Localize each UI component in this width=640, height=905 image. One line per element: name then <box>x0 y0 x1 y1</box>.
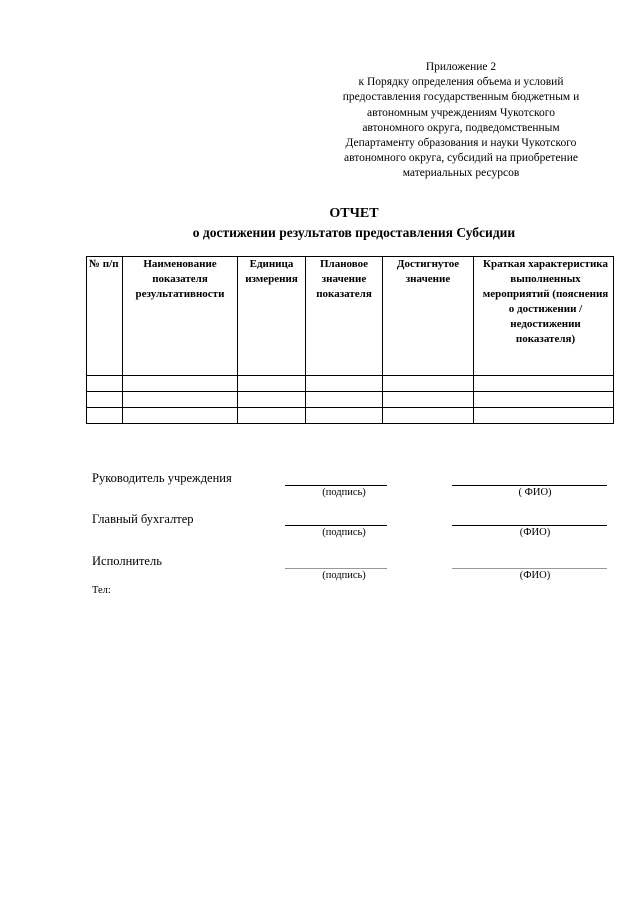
appendix-line: Департаменту образования и науки Чукотского <box>345 137 577 150</box>
signature-line <box>285 485 387 486</box>
table-row <box>87 376 614 392</box>
header-planned-value: Плановое значение показателя <box>306 257 383 376</box>
header-indicator-name: Наименование показателя результативности <box>123 257 238 376</box>
table-cell <box>123 392 238 408</box>
table-cell <box>123 376 238 392</box>
name-caption: (ФИО) <box>519 527 551 538</box>
table-cell <box>87 408 123 424</box>
table-row <box>87 408 614 424</box>
header-unit: Единица измерения <box>238 257 306 376</box>
signature-label-head: Руководитель учреждения <box>92 471 232 485</box>
table-cell <box>123 408 238 424</box>
name-line <box>452 525 607 526</box>
header-achieved-value: Достигнутое значение <box>383 257 474 376</box>
table-cell <box>87 392 123 408</box>
table-cell <box>474 392 614 408</box>
appendix-block <box>318 60 604 182</box>
header-number: № п/п <box>87 257 123 376</box>
name-line <box>452 568 607 569</box>
header-description: Краткая характеристика выполненных мероприятий (пояснения о достижении /недостижении показателя) <box>474 257 614 376</box>
table-cell <box>87 376 123 392</box>
table-cell <box>306 408 383 424</box>
appendix-line: к Порядку определения объема и условий <box>358 76 564 89</box>
report-title: ОТЧЕТ <box>329 206 379 221</box>
table-cell <box>474 376 614 392</box>
table-header-row <box>87 257 614 376</box>
table-cell <box>306 376 383 392</box>
phone-label: Тел: <box>92 585 111 596</box>
table-cell <box>383 408 474 424</box>
report-subtitle: о достижении результатов предоставления Субсидии <box>192 225 516 240</box>
report-table <box>86 256 614 424</box>
signature-label-accountant: Главный бухгалтер <box>92 512 194 526</box>
appendix-line: автономного округа, субсидий на приобретение <box>344 152 578 165</box>
appendix-line: предоставления государственным бюджетным и <box>342 91 580 104</box>
appendix-line: материальных ресурсов <box>402 167 520 180</box>
table-cell <box>383 392 474 408</box>
name-caption: (ФИО) <box>519 570 551 581</box>
signature-caption: (подпись) <box>322 570 366 581</box>
appendix-line: Приложение 2 <box>425 61 497 73</box>
table-cell <box>238 408 306 424</box>
table-cell <box>306 392 383 408</box>
signature-line <box>285 568 387 569</box>
appendix-line: автономным учреждениям Чукотского <box>367 106 555 119</box>
table-cell <box>474 408 614 424</box>
table-cell <box>238 392 306 408</box>
signature-caption: (подпись) <box>322 527 366 538</box>
name-line <box>452 485 607 486</box>
table-cell <box>238 376 306 392</box>
appendix-line: автономного округа, подведомственным <box>362 121 560 134</box>
table-cell <box>383 376 474 392</box>
table-row <box>87 392 614 408</box>
signature-line <box>285 525 387 526</box>
signature-caption: (подпись) <box>322 487 366 498</box>
signature-label-executor: Исполнитель <box>92 554 162 568</box>
name-caption: ( ФИО) <box>518 487 552 498</box>
